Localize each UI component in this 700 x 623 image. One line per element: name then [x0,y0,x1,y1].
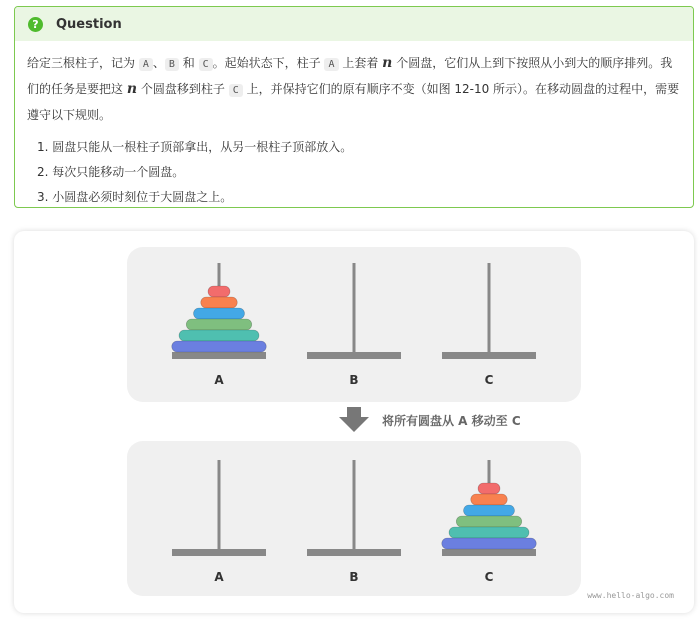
question-circle-icon: ? [28,17,43,32]
disk-3-bottom [464,505,515,516]
code-rod-a: A [139,58,153,71]
math-n: n [382,55,393,71]
disk-6-top [172,341,267,352]
rod-base-b-top [307,352,401,359]
rod-base-c-bottom [442,549,536,556]
disk-3-top [194,308,245,319]
code-rod-a-2: A [324,58,338,71]
text-span: 和 [182,56,195,70]
disk-2-bottom [471,494,508,505]
down-arrow-icon [339,407,369,432]
text-span: 上套着 [342,56,379,70]
rod-label-c-top: C [484,373,494,387]
rule-item: 2. 每次只能移动一个圆盘。 [37,165,185,179]
rod-c-top [488,263,491,352]
code-rod-c: C [199,58,213,71]
question-title: Question [56,16,122,32]
rod-label-b-bottom: B [349,570,359,584]
rules-list [27,135,681,210]
question-paragraph [27,51,681,127]
text-span: 、 [152,56,165,70]
text-span: 上，并保持它们的原有顺序不变（如图 12-10 所示）。在移动圆盘的过程中，需要遵守以下规则。 [27,82,680,122]
rod-label-c-bottom: C [484,570,494,584]
watermark: www.hello-algo.com [587,591,674,600]
hanoi-figure [14,231,694,613]
disk-2-top [201,297,238,308]
text-span: 。起始状态下，柱子 [212,56,321,70]
question-admonition [14,6,694,208]
rod-a-bottom [218,460,221,549]
rule-item: 1. 圆盘只能从一根柱子顶部拿出，从另一根柱子顶部放入。 [37,140,353,154]
rod-base-a-bottom [172,549,266,556]
move-caption: 将所有圆盘从 A 移动至 C [382,414,521,428]
hanoi-figure-svg [14,231,694,613]
text-span: 给定三根柱子，记为 [27,56,136,70]
disk-5-bottom [449,527,529,538]
disk-6-bottom [442,538,537,549]
disk-5-top [179,330,259,341]
rod-base-a-top [172,352,266,359]
code-rod-b: B [165,58,179,71]
text-span: 个圆盘移到柱子 [140,82,225,96]
question-body [15,41,693,210]
rod-b-top [353,263,356,352]
rod-base-b-bottom [307,549,401,556]
text-span: 个圆盘，它们从上到下按照从小到大的顺序排列。我们的任务是要把这 [27,56,673,96]
rod-b-bottom [353,460,356,549]
disk-4-top [186,319,252,330]
disk-1-top [208,286,230,297]
code-rod-c-2: C [229,84,243,97]
rod-base-c-top [442,352,536,359]
rod-label-a-bottom: A [214,570,224,584]
rod-label-b-top: B [349,373,359,387]
rod-label-a-top: A [214,373,224,387]
question-header [15,7,693,41]
disk-1-bottom [478,483,500,494]
disk-4-bottom [456,516,522,527]
math-n-2: n [126,81,138,97]
rule-item: 3. 小圆盘必须时刻位于大圆盘之上。 [37,190,233,204]
